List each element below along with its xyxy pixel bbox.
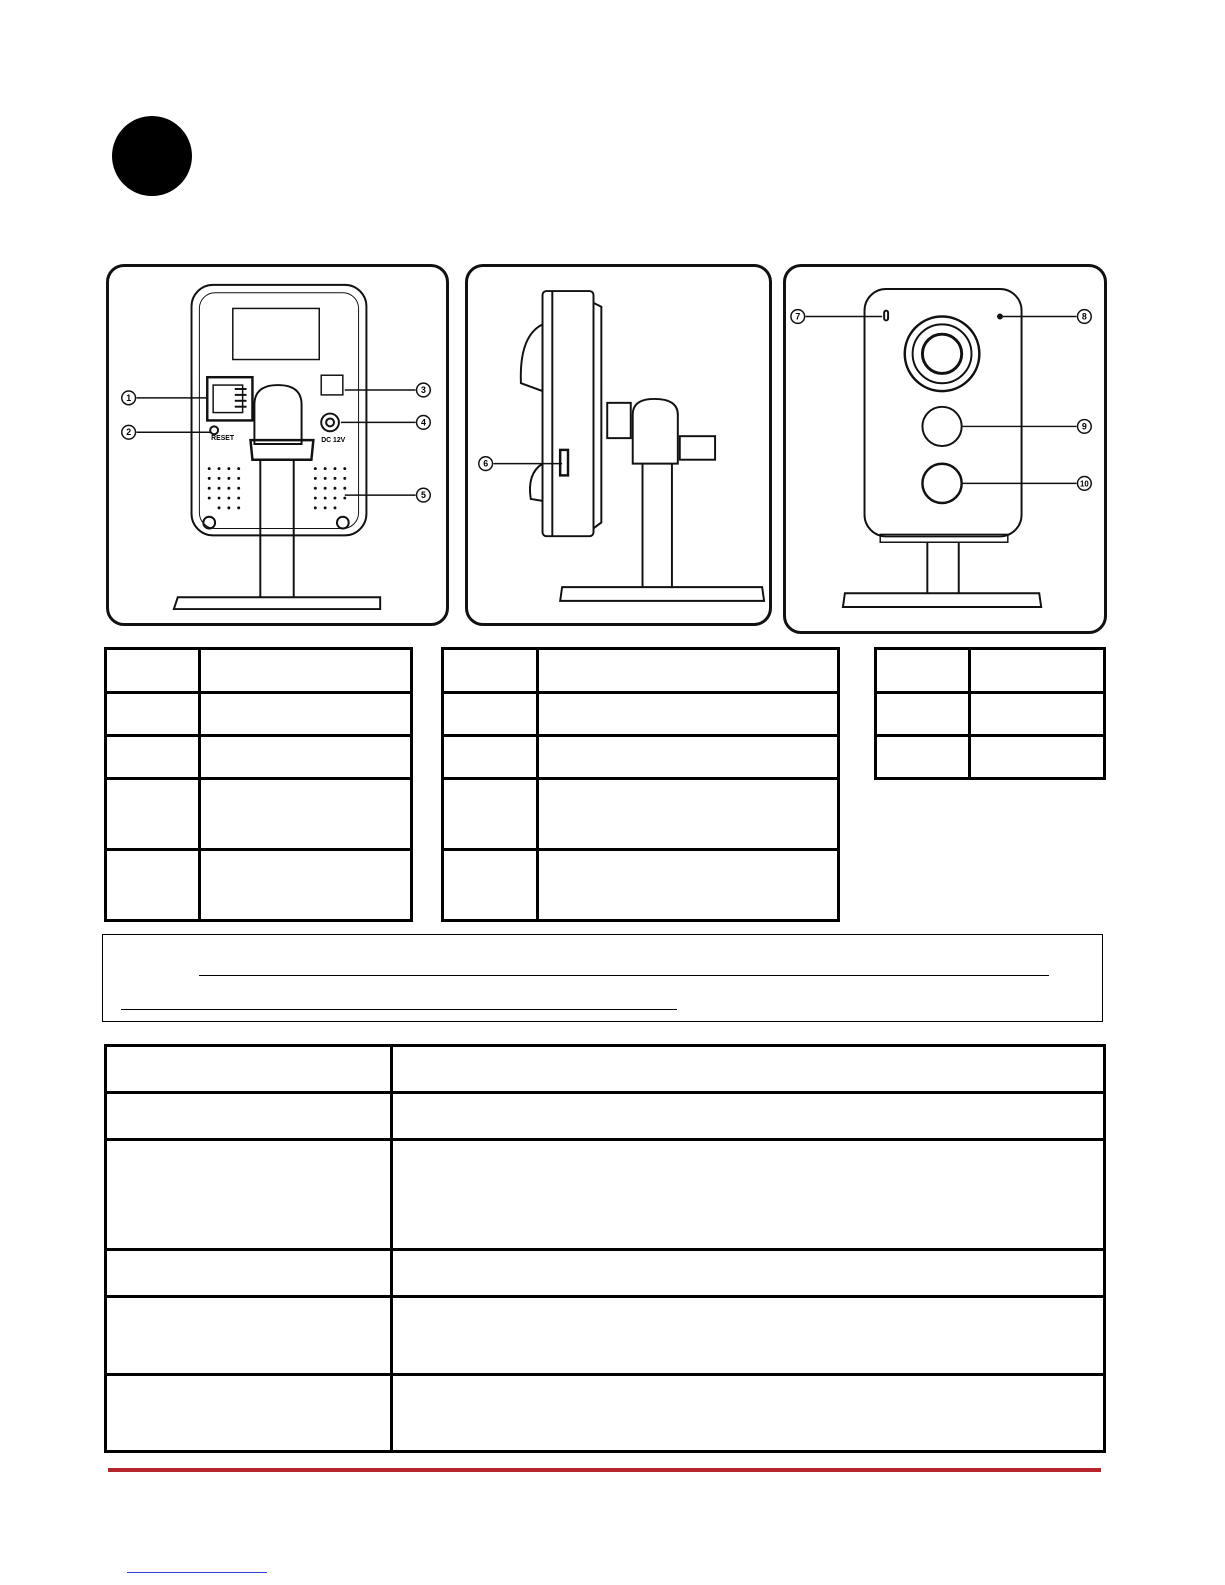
camera-side-illustration <box>468 267 769 623</box>
parts-table-1 <box>104 647 413 922</box>
table-row <box>443 736 839 779</box>
table-row <box>106 1093 1105 1140</box>
callout-10: 10 <box>1080 479 1089 489</box>
callout-9: 9 <box>1081 421 1087 432</box>
reset-label: RESET <box>211 435 235 443</box>
table-row <box>876 649 1105 693</box>
callout-1: 1 <box>126 392 132 403</box>
note-underline-1 <box>199 975 1049 976</box>
table-row <box>106 1375 1105 1452</box>
dc-label: DC 12V <box>321 437 346 445</box>
table-row <box>876 736 1105 779</box>
parts-table-3 <box>874 647 1106 780</box>
callout-2: 2 <box>126 427 132 438</box>
table-row <box>443 850 839 921</box>
table-row <box>106 1046 1105 1093</box>
callout-5: 5 <box>420 490 426 501</box>
table-row <box>106 1297 1105 1375</box>
note-underline-2 <box>121 1009 677 1010</box>
callout-4: 4 <box>420 417 426 428</box>
table-row <box>443 649 839 693</box>
footer-rule <box>108 1468 1101 1472</box>
note-box <box>102 934 1103 1022</box>
table-row <box>106 649 412 693</box>
table-row <box>443 693 839 736</box>
table-row <box>106 1140 1105 1250</box>
panel-front-view <box>783 264 1107 634</box>
table-row <box>106 736 412 779</box>
callout-3: 3 <box>420 384 426 395</box>
panel-side-view <box>465 264 772 626</box>
footer-link[interactable] <box>127 1572 267 1573</box>
table-row <box>106 779 412 850</box>
camera-front-illustration <box>786 267 1104 631</box>
table-row <box>106 693 412 736</box>
panel-back-view <box>106 264 449 626</box>
parts-table-2 <box>441 647 840 922</box>
table-row <box>106 1250 1105 1297</box>
callout-6: 6 <box>483 458 489 469</box>
callout-7: 7 <box>795 311 801 322</box>
table-row <box>876 693 1105 736</box>
section-badge <box>112 116 192 196</box>
camera-back-illustration <box>109 267 446 623</box>
callout-8: 8 <box>1081 311 1087 322</box>
spec-table <box>104 1044 1106 1453</box>
table-row <box>443 779 839 850</box>
table-row <box>106 850 412 921</box>
